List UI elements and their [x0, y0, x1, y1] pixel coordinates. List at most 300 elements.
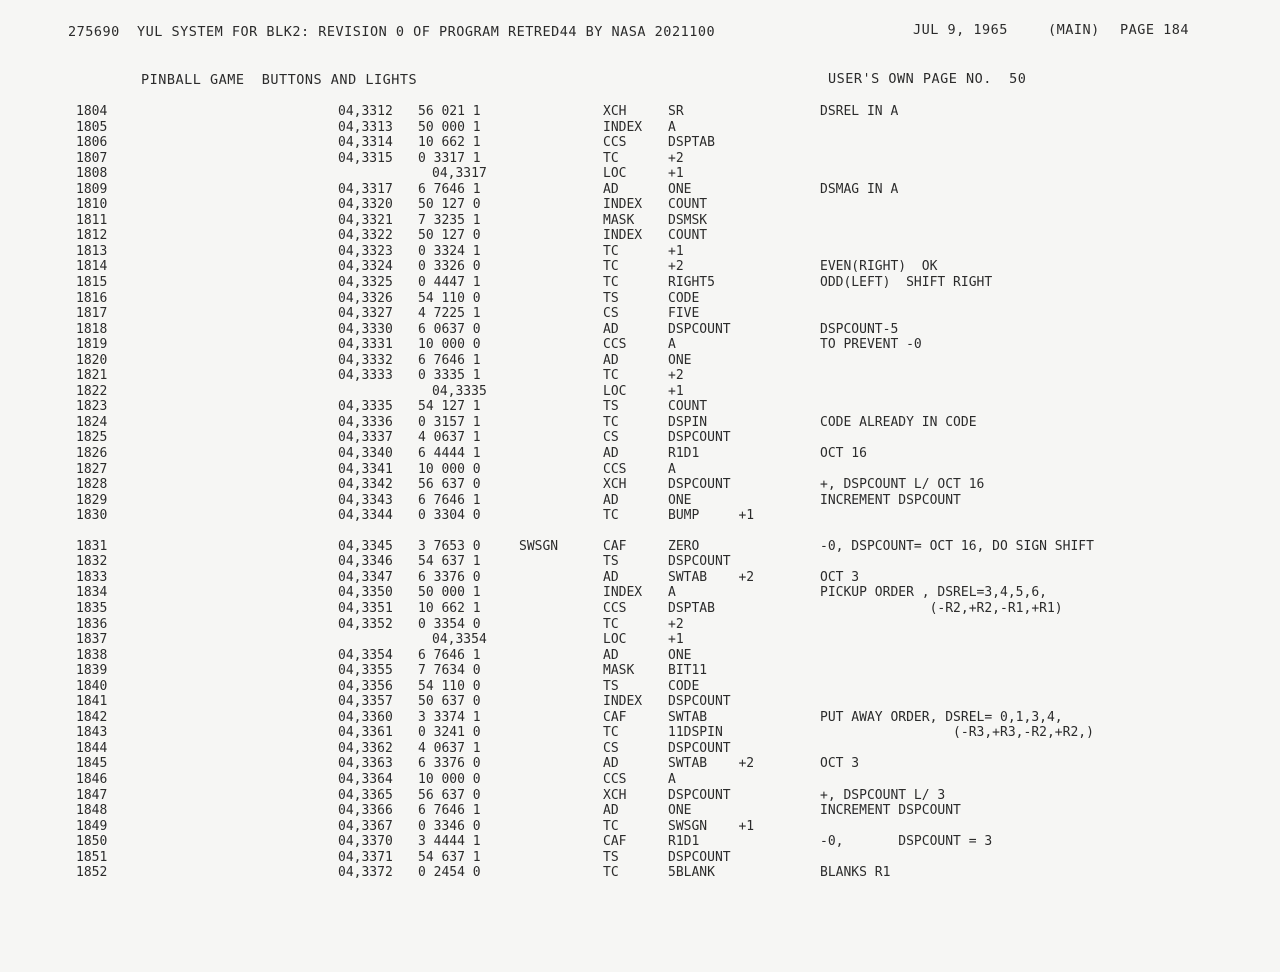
listing-operand: ONE — [668, 803, 692, 819]
listing-operand: ZERO — [668, 538, 700, 554]
listing-op: TS — [603, 290, 619, 306]
listing-operand: A — [668, 337, 676, 353]
users-page-number: USER'S OWN PAGE NO. 50 — [828, 71, 1027, 87]
listing-row — [0, 508, 1280, 524]
listing-operand: DSPCOUNT — [668, 694, 731, 710]
listing-operand: CODE — [668, 290, 700, 306]
listing-operand: SWSGN +1 — [668, 818, 755, 834]
listing-line: 1806 — [76, 135, 108, 151]
listing-op: LOC — [603, 632, 627, 648]
listing-code: 56 021 1 — [418, 104, 481, 119]
listing-row — [0, 493, 1280, 509]
listing-code: 0 3326 0 — [418, 259, 481, 275]
listing-operand: ONE — [668, 352, 692, 368]
listing-line: 1837 — [76, 632, 108, 648]
listing-addr: 04,3355 — [338, 663, 393, 679]
listing-line: 1839 — [76, 663, 108, 679]
listing-addr: 04,3351 — [338, 600, 393, 616]
listing-row — [0, 415, 1280, 431]
listing-addr: 04,3335 — [338, 399, 393, 415]
listing-comment: DSREL IN A — [820, 104, 899, 119]
listing-row — [0, 756, 1280, 772]
listing-row — [0, 725, 1280, 741]
listing-code: 7 7634 0 — [418, 663, 481, 679]
listing-op: TS — [603, 678, 619, 694]
listing-op: TC — [603, 508, 619, 524]
listing-operand: DSPTAB — [668, 135, 715, 151]
listing-op: TC — [603, 414, 619, 430]
listing-row — [0, 166, 1280, 182]
listing-code: 6 7646 1 — [418, 803, 481, 819]
listing-line: 1850 — [76, 834, 108, 850]
listing-line: 1836 — [76, 616, 108, 632]
listing-operand: +2 — [668, 368, 684, 384]
listing-op: AD — [603, 492, 619, 508]
listing-code: 6 7646 1 — [418, 352, 481, 368]
listing-op: XCH — [603, 104, 627, 119]
listing-row — [0, 306, 1280, 322]
listing-addr: 04,3323 — [338, 243, 393, 259]
listing-operand: FIVE — [668, 306, 700, 322]
listing-comment: (-R2,+R2,-R1,+R1) — [820, 600, 1063, 616]
listing-line: 1804 — [76, 104, 108, 119]
listing-row — [0, 151, 1280, 167]
listing-op: TC — [603, 725, 619, 741]
listing-addr: 04,3320 — [338, 197, 393, 213]
listing-op: INDEX — [603, 228, 643, 244]
listing-op: AD — [603, 352, 619, 368]
listing-code: 6 7646 1 — [418, 647, 481, 663]
listing-addr: 04,3324 — [338, 259, 393, 275]
listing-code: 0 3354 0 — [418, 616, 481, 632]
listing-line: 1833 — [76, 569, 108, 585]
listing-code: 54 637 1 — [418, 849, 481, 865]
listing-op: CCS — [603, 771, 627, 787]
listing-code: 6 0637 0 — [418, 321, 481, 337]
listing-comment: DSPCOUNT-5 — [820, 321, 899, 337]
listing-code: 0 4447 1 — [418, 275, 481, 291]
listing-operand: SR — [668, 104, 684, 119]
listing-addr: 04,3365 — [338, 787, 393, 803]
listing-operand: COUNT — [668, 228, 708, 244]
listing-operand: A — [668, 119, 676, 135]
listing-addr: 04,3372 — [338, 865, 393, 881]
listing-code: 3 3374 1 — [418, 709, 481, 725]
listing-addr: 04,3332 — [338, 352, 393, 368]
listing-line: 1840 — [76, 678, 108, 694]
listing-operand: DSMSK — [668, 212, 708, 228]
listing-row — [0, 322, 1280, 338]
listing-line: 1829 — [76, 492, 108, 508]
listing-op: TC — [603, 616, 619, 632]
listing-addr: 04,3341 — [338, 461, 393, 477]
listing-row — [0, 462, 1280, 478]
assembly-listing — [0, 104, 1280, 881]
listing-operand: DSPTAB — [668, 600, 715, 616]
listing-row — [0, 477, 1280, 493]
listing-row — [0, 585, 1280, 601]
listing-op: CCS — [603, 461, 627, 477]
listing-operand: BUMP +1 — [668, 508, 755, 524]
listing-operand: +1 — [668, 383, 684, 399]
listing-line: 1822 — [76, 383, 108, 399]
listing-operand: CODE — [668, 678, 700, 694]
listing-code: 54 110 0 — [418, 678, 481, 694]
listing-code: 50 000 1 — [418, 585, 481, 601]
listing-op: TC — [603, 865, 619, 881]
listing-row — [0, 337, 1280, 353]
listing-addr: 04,3350 — [338, 585, 393, 601]
listing-operand: ONE — [668, 492, 692, 508]
listing-comment: OCT 3 — [820, 756, 860, 772]
listing-line: 1807 — [76, 150, 108, 166]
listing-op: XCH — [603, 477, 627, 493]
listing-comment: TO PREVENT -0 — [820, 337, 922, 353]
listing-op: TC — [603, 150, 619, 166]
listing-op: CAF — [603, 709, 627, 725]
listing-line: 1821 — [76, 368, 108, 384]
listing-op: INDEX — [603, 197, 643, 213]
listing-code: 6 4444 1 — [418, 446, 481, 462]
listing-addr: 04,3337 — [338, 430, 393, 446]
listing-line: 1825 — [76, 430, 108, 446]
listing-addr: 04,3343 — [338, 492, 393, 508]
listing-addr: 04,3321 — [338, 212, 393, 228]
listing-op: INDEX — [603, 119, 643, 135]
listing-op: AD — [603, 647, 619, 663]
listing-row — [0, 679, 1280, 695]
listing-line: 1810 — [76, 197, 108, 213]
listing-op: CCS — [603, 337, 627, 353]
listing-row — [0, 694, 1280, 710]
listing-code: 6 3376 0 — [418, 756, 481, 772]
listing-code: 0 3157 1 — [418, 414, 481, 430]
listing-comment: OCT 3 — [820, 569, 860, 585]
listing-line: 1811 — [76, 212, 108, 228]
listing-line: 1819 — [76, 337, 108, 353]
listing-op: XCH — [603, 787, 627, 803]
listing-op: AD — [603, 321, 619, 337]
listing-code: 3 7653 0 — [418, 538, 481, 554]
listing-addr: 04,3317 — [338, 181, 393, 197]
listing-comment: +, DSPCOUNT L/ 3 — [820, 787, 946, 803]
listing-line: 1817 — [76, 306, 108, 322]
listing-line: 1832 — [76, 554, 108, 570]
listing-date: JUL 9, 1965 — [913, 22, 1008, 38]
listing-code: 0 3324 1 — [418, 243, 481, 259]
listing-row — [0, 446, 1280, 462]
listing-code: 04,3335 — [432, 383, 487, 399]
listing-addr: 04,3371 — [338, 849, 393, 865]
listing-addr: 04,3330 — [338, 321, 393, 337]
listing-row — [0, 384, 1280, 400]
listing-code: 50 000 1 — [418, 119, 481, 135]
listing-row — [0, 430, 1280, 446]
listing-line: 1847 — [76, 787, 108, 803]
listing-op: INDEX — [603, 694, 643, 710]
listing-comment: INCREMENT DSPCOUNT — [820, 492, 961, 508]
listing-operand: R1D1 — [668, 834, 700, 850]
listing-operand: +2 — [668, 150, 684, 166]
listing-op: CS — [603, 430, 619, 446]
listing-row — [0, 632, 1280, 648]
listing-op: AD — [603, 569, 619, 585]
listing-row — [0, 244, 1280, 260]
listing-code: 4 0637 1 — [418, 740, 481, 756]
listing-line: 1808 — [76, 166, 108, 182]
listing-op: CCS — [603, 135, 627, 151]
listing-operand: A — [668, 771, 676, 787]
listing-comment: +, DSPCOUNT L/ OCT 16 — [820, 477, 985, 493]
page-number: PAGE 184 — [1120, 22, 1190, 38]
listing-code: 6 7646 1 — [418, 181, 481, 197]
listing-row — [0, 865, 1280, 881]
listing-line: 1815 — [76, 275, 108, 291]
listing-line: 1831 — [76, 538, 108, 554]
listing-row — [0, 803, 1280, 819]
listing-code: 50 637 0 — [418, 694, 481, 710]
listing-row — [0, 135, 1280, 151]
listing-line: 1838 — [76, 647, 108, 663]
listing-op: MASK — [603, 212, 635, 228]
listing-op: LOC — [603, 166, 627, 182]
listing-operand: RIGHT5 — [668, 275, 715, 291]
listing-operand: ONE — [668, 647, 692, 663]
listing-operand: R1D1 — [668, 446, 700, 462]
listing-row — [0, 275, 1280, 291]
listing-operand: DSPCOUNT — [668, 849, 731, 865]
listing-addr: 04,3360 — [338, 709, 393, 725]
listing-op: AD — [603, 181, 619, 197]
listing-addr: 04,3313 — [338, 119, 393, 135]
listing-section: (MAIN) — [1048, 22, 1100, 38]
listing-operand: DSPCOUNT — [668, 740, 731, 756]
listing-addr: 04,3346 — [338, 554, 393, 570]
listing-comment: (-R3,+R3,-R2,+R2,) — [820, 725, 1094, 741]
listing-code: 4 7225 1 — [418, 306, 481, 322]
listing-line: 1809 — [76, 181, 108, 197]
listing-operand: +2 — [668, 616, 684, 632]
listing-code: 54 127 1 — [418, 399, 481, 415]
listing-line: 1805 — [76, 119, 108, 135]
listing-line: 1852 — [76, 865, 108, 881]
listing-operand: 5BLANK — [668, 865, 715, 881]
listing-addr: 04,3325 — [338, 275, 393, 291]
listing-comment: -0, DSPCOUNT= OCT 16, DO SIGN SHIFT — [820, 538, 1094, 554]
listing-addr: 04,3364 — [338, 771, 393, 787]
listing-row — [0, 710, 1280, 726]
listing-addr: 04,3331 — [338, 337, 393, 353]
listing-op: TC — [603, 243, 619, 259]
listing-line: 1823 — [76, 399, 108, 415]
listing-code: 6 3376 0 — [418, 569, 481, 585]
listing-line: 1835 — [76, 600, 108, 616]
listing-addr: 04,3356 — [338, 678, 393, 694]
listing-addr: 04,3312 — [338, 104, 393, 119]
listing-row — [0, 228, 1280, 244]
listing-addr: 04,3370 — [338, 834, 393, 850]
listing-op: TS — [603, 849, 619, 865]
listing-addr: 04,3340 — [338, 446, 393, 462]
listing-addr: 04,3363 — [338, 756, 393, 772]
listing-line: 1826 — [76, 446, 108, 462]
listing-addr: 04,3327 — [338, 306, 393, 322]
listing-op: CS — [603, 306, 619, 322]
listing-line: 1814 — [76, 259, 108, 275]
listing-comment: PICKUP ORDER , DSREL=3,4,5,6, — [820, 585, 1047, 601]
listing-addr: 04,3366 — [338, 803, 393, 819]
listing-addr: 04,3367 — [338, 818, 393, 834]
listing-header: 275690 YUL SYSTEM FOR BLK2: REVISION 0 OF PROGRAM RETRED44 BY NASA 2021100 — [68, 24, 716, 40]
listing-operand: 11DSPIN — [668, 725, 723, 741]
listing-op: TC — [603, 818, 619, 834]
listing-code: 56 637 0 — [418, 787, 481, 803]
listing-code: 50 127 0 — [418, 228, 481, 244]
listing-row — [0, 601, 1280, 617]
listing-comment: BLANKS R1 — [820, 865, 891, 881]
listing-line: 1846 — [76, 771, 108, 787]
listing-code: 50 127 0 — [418, 197, 481, 213]
listing-op: TS — [603, 554, 619, 570]
listing-addr: 04,3362 — [338, 740, 393, 756]
listing-operand: SWTAB +2 — [668, 756, 755, 772]
listing-op: MASK — [603, 663, 635, 679]
listing-op: CAF — [603, 538, 627, 554]
listing-operand: +1 — [668, 632, 684, 648]
listing-row — [0, 213, 1280, 229]
listing-comment: DSMAG IN A — [820, 181, 899, 197]
listing-op: TC — [603, 275, 619, 291]
listing-addr: 04,3354 — [338, 647, 393, 663]
listing-addr: 04,3357 — [338, 694, 393, 710]
listing-line: 1849 — [76, 818, 108, 834]
listing-line: 1842 — [76, 709, 108, 725]
listing-operand: DSPCOUNT — [668, 430, 731, 446]
listing-operand: +2 — [668, 259, 684, 275]
listing-comment: INCREMENT DSPCOUNT — [820, 803, 961, 819]
listing-code: 54 637 1 — [418, 554, 481, 570]
listing-op: CAF — [603, 834, 627, 850]
listing-row — [0, 741, 1280, 757]
listing-op: AD — [603, 446, 619, 462]
listing-line: 1841 — [76, 694, 108, 710]
listing-addr: 04,3333 — [338, 368, 393, 384]
listing-operand: SWTAB +2 — [668, 569, 755, 585]
listing-row — [0, 368, 1280, 384]
listing-op: INDEX — [603, 585, 643, 601]
listing-line: 1834 — [76, 585, 108, 601]
listing-row — [0, 819, 1280, 835]
listing-operand: +1 — [668, 166, 684, 182]
listing-op: AD — [603, 803, 619, 819]
listing-code: 0 3346 0 — [418, 818, 481, 834]
listing-code: 10 000 0 — [418, 771, 481, 787]
listing-operand: A — [668, 585, 676, 601]
listing-op: CCS — [603, 600, 627, 616]
listing-op: CS — [603, 740, 619, 756]
listing-row — [0, 663, 1280, 679]
listing-row — [0, 617, 1280, 633]
listing-row — [0, 834, 1280, 850]
listing-line: 1813 — [76, 243, 108, 259]
listing-row — [0, 120, 1280, 136]
listing-row — [0, 648, 1280, 664]
listing-comment: -0, DSPCOUNT = 3 — [820, 834, 993, 850]
listing-line: 1851 — [76, 849, 108, 865]
listing-op: AD — [603, 756, 619, 772]
listing-addr: 04,3322 — [338, 228, 393, 244]
listing-code: 0 3335 1 — [418, 368, 481, 384]
listing-line: 1845 — [76, 756, 108, 772]
listing-comment: EVEN(RIGHT) OK — [820, 259, 938, 275]
listing-row — [0, 539, 1280, 555]
listing-comment: ODD(LEFT) SHIFT RIGHT — [820, 275, 993, 291]
listing-code: 0 3241 0 — [418, 725, 481, 741]
listing-code: 0 2454 0 — [418, 865, 481, 881]
listing-code: 04,3317 — [432, 166, 487, 182]
listing-line: 1812 — [76, 228, 108, 244]
listing-row — [0, 259, 1280, 275]
listing-operand: COUNT — [668, 399, 708, 415]
listing-op: TC — [603, 368, 619, 384]
listing-operand: ONE — [668, 181, 692, 197]
listing-operand: COUNT — [668, 197, 708, 213]
listing-op: LOC — [603, 383, 627, 399]
listing-operand: SWTAB — [668, 709, 708, 725]
listing-line: 1824 — [76, 414, 108, 430]
listing-comment: CODE ALREADY IN CODE — [820, 414, 977, 430]
listing-code: 6 7646 1 — [418, 492, 481, 508]
listing-operand: DSPCOUNT — [668, 477, 731, 493]
listing-row — [0, 554, 1280, 570]
listing-code: 10 000 0 — [418, 461, 481, 477]
listing-code: 54 110 0 — [418, 290, 481, 306]
listing-addr: 04,3345 — [338, 538, 393, 554]
listing-row — [0, 788, 1280, 804]
listing-addr: 04,3326 — [338, 290, 393, 306]
page-title: PINBALL GAME BUTTONS AND LIGHTS — [141, 72, 418, 88]
listing-code: 7 3235 1 — [418, 212, 481, 228]
listing-row — [0, 850, 1280, 866]
listing-row — [0, 570, 1280, 586]
listing-operand: BIT11 — [668, 663, 708, 679]
listing-operand: DSPCOUNT — [668, 321, 731, 337]
listing-row — [0, 353, 1280, 369]
listing-code: 04,3354 — [432, 632, 487, 648]
listing-code: 4 0637 1 — [418, 430, 481, 446]
listing-addr: 04,3347 — [338, 569, 393, 585]
listing-code: 10 662 1 — [418, 600, 481, 616]
listing-row — [0, 197, 1280, 213]
listing-code: 0 3304 0 — [418, 508, 481, 524]
listing-line: 1843 — [76, 725, 108, 741]
listing-op: TC — [603, 259, 619, 275]
listing-code: 10 000 0 — [418, 337, 481, 353]
listing-addr: 04,3314 — [338, 135, 393, 151]
listing-operand: DSPCOUNT — [668, 554, 731, 570]
listing-line: 1827 — [76, 461, 108, 477]
listing-comment: OCT 16 — [820, 446, 867, 462]
listing-operand: +1 — [668, 243, 684, 259]
listing-operand: DSPCOUNT — [668, 787, 731, 803]
listing-comment: PUT AWAY ORDER, DSREL= 0,1,3,4, — [820, 709, 1063, 725]
listing-addr: 04,3344 — [338, 508, 393, 524]
listing-line: 1848 — [76, 803, 108, 819]
listing-code: 56 637 0 — [418, 477, 481, 493]
listing-line: 1828 — [76, 477, 108, 493]
listing-addr: 04,3361 — [338, 725, 393, 741]
listing-line: 1820 — [76, 352, 108, 368]
